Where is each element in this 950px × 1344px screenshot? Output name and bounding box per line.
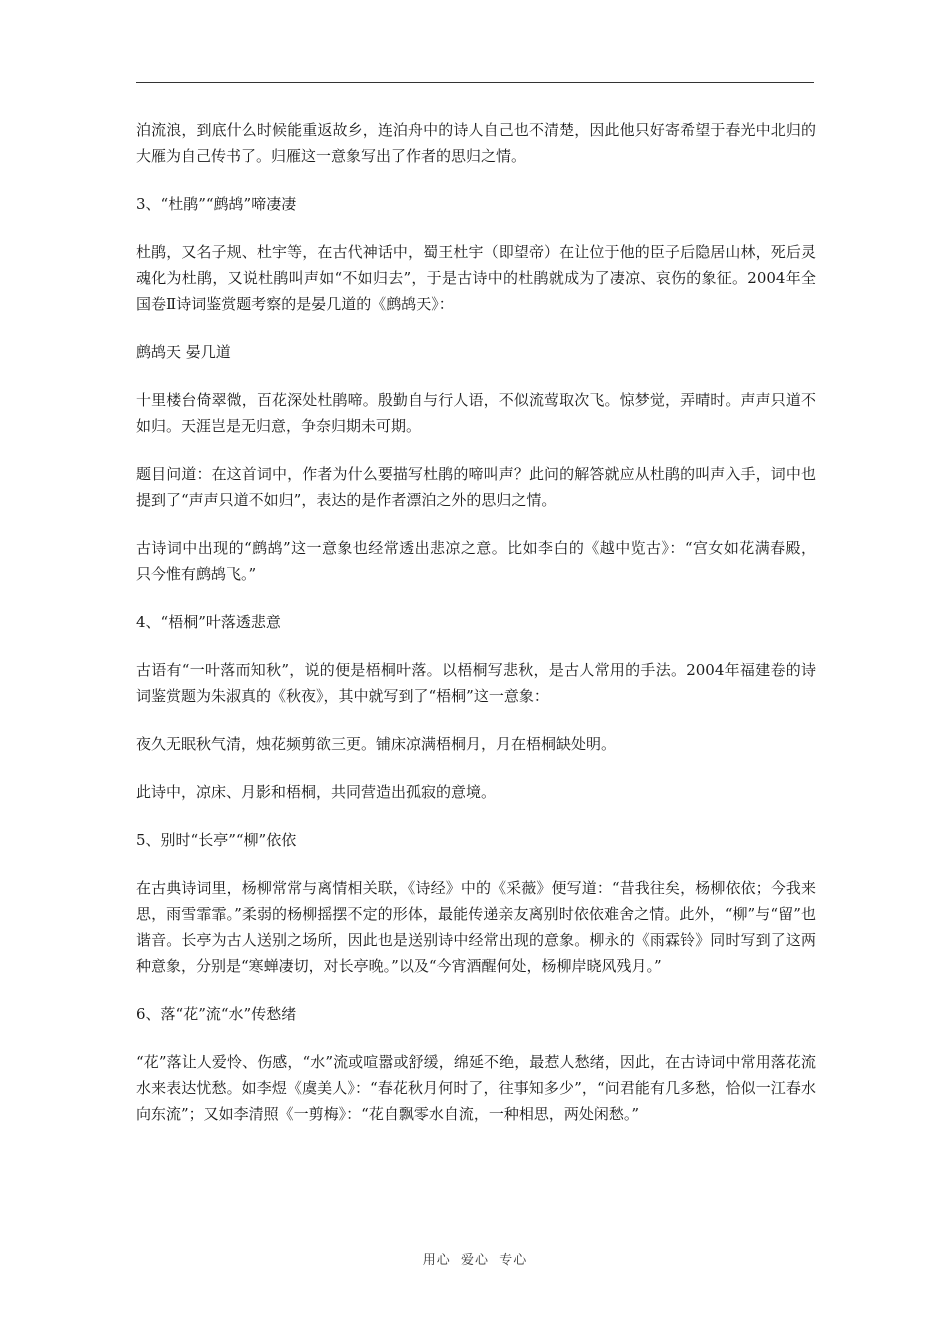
paragraph-continuation: 泊流浪，到底什么时候能重返故乡，连泊舟中的诗人自己也不清楚，因此他只好寄希望于春光中北归的大雁为自己传书了。归雁这一意象写出了作者的思归之情。 xyxy=(136,121,816,165)
page-footer: 用心 爱心 专心 xyxy=(422,1253,528,1268)
section-heading-6: 6、落“花”流“水”传愁绪 xyxy=(136,1005,297,1023)
poem-title-zhegutian: 鹧鸪天 晏几道 xyxy=(136,343,231,361)
paragraph-dujuan-intro: 杜鹃，又名子规、杜宇等，在古代神话中，蜀王杜宇（即望帝）在让位于他的臣子后隐居山林，死后灵魂化为杜鹃，又说杜鹃叫声如“不如归去”，于是古诗中的杜鹃就成为了凄凉、哀伤的象征。2004年全国卷Ⅱ诗词鉴赏题考察的是晏几道的《鹧鸪天》： xyxy=(136,243,816,313)
poem-text-qiuye: 夜久无眠秋气清，烛花频剪欲三更。铺床凉满梧桐月，月在梧桐缺处明。 xyxy=(136,735,617,753)
paragraph-liu-changting: 在古典诗词里，杨柳常常与离情相关联，《诗经》中的《采薇》便写道：“昔我往矣，杨柳依依；今我来思，雨雪霏霏。”柔弱的杨柳摇摆不定的形体，最能传递亲友离别时依依难舍之情。此外，“柳”与“留”也谐音。长亭为古人送别之场所，因此也是送别诗中经常出现的意象。柳永的《雨霖铃》同时写到了这两种意象，分别是“寒蝉凄切，对长亭晚。”以及“今宵酒醒何处，杨柳岸晓风残月。” xyxy=(136,879,816,975)
paragraph-qiuye-analysis: 此诗中，凉床、月影和梧桐，共同营造出孤寂的意境。 xyxy=(136,783,497,801)
section-heading-4: 4、“梧桐”叶落透悲意 xyxy=(136,613,281,631)
section-heading-5: 5、别时“长亭”“柳”依依 xyxy=(136,831,297,849)
poem-text-zhegutian: 十里楼台倚翠微，百花深处杜鹃啼。殷勤自与行人语，不似流莺取次飞。惊梦觉，弄晴时。声声只道不如归。天涯岂是无归意，争奈归期未可期。 xyxy=(136,391,816,435)
paragraph-zhegu-imagery: 古诗词中出现的“鹧鸪”这一意象也经常透出悲凉之意。比如李白的《越中览古》：“宫女如花满春殿， 只今惟有鹧鸪飞。” xyxy=(136,539,816,583)
paragraph-hua-shui: “花”落让人爱怜、伤感，“水”流或喧嚣或舒缓，绵延不绝，最惹人愁绪，因此，在古诗词中常用落花流水来表达忧愁。如李煜《虞美人》：“春花秋月何时了，往事知多少”，“问君能有几多愁，恰似一江春水向东流”；又如李清照《一剪梅》：“花自飘零水自流，一种相思，两处闲愁。” xyxy=(136,1053,816,1123)
document-body xyxy=(136,117,816,1149)
paragraph-wutong-intro: 古语有“一叶落而知秋”，说的便是梧桐叶落。以梧桐写悲秋，是古人常用的手法。2004年福建卷的诗词鉴赏题为朱淑真的《秋夜》，其中就写到了“梧桐”这一意象： xyxy=(136,661,816,705)
paragraph-question-analysis: 题目问道：在这首词中，作者为什么要描写杜鹃的啼叫声？此问的解答就应从杜鹃的叫声入手，词中也提到了“声声只道不如归”，表达的是作者漂泊之外的思归之情。 xyxy=(136,465,816,509)
section-heading-3: 3、“杜鹃”“鹧鸪”啼凄凄 xyxy=(136,195,297,213)
header-rule xyxy=(136,82,814,83)
